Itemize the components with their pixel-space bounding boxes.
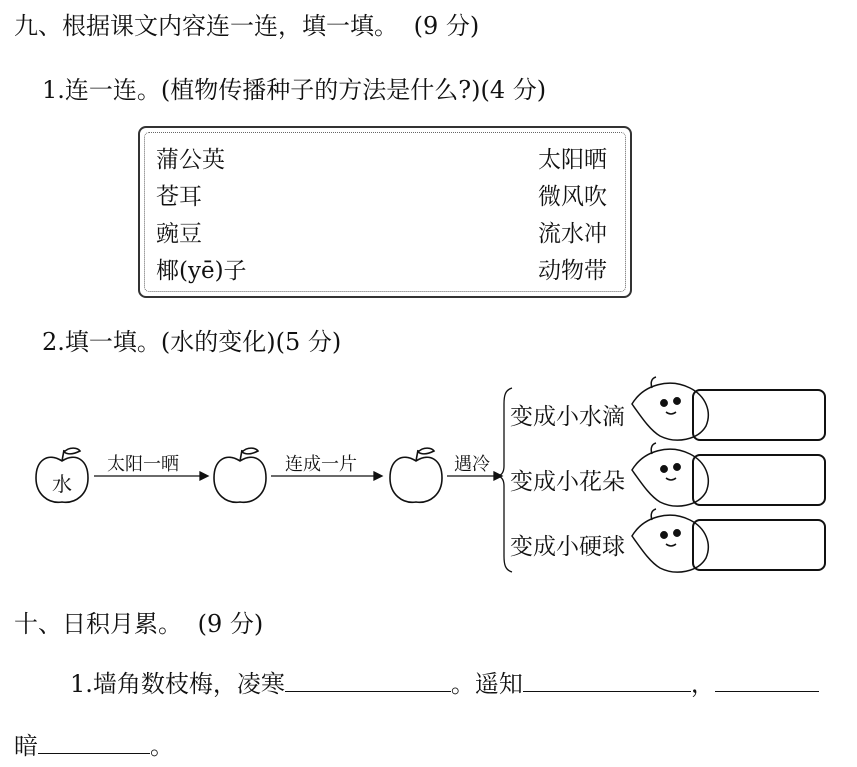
blank-field[interactable]: [38, 731, 150, 754]
outcome-flower: 变成小花朵: [510, 469, 625, 495]
section-ten-title: 十、日积月累。: [14, 610, 182, 638]
poem-text-b: 。遥知: [450, 670, 523, 698]
section-ten-heading: [14, 604, 263, 639]
water-label: 水: [52, 472, 72, 496]
arrow-label-connect: 连成一片: [285, 454, 357, 475]
poem-text-c: ，: [690, 670, 715, 698]
poem-text-a: 1.墙角数枝梅，凌寒: [70, 670, 285, 698]
right-item-breeze[interactable]: 微风吹: [538, 184, 607, 210]
answer-box[interactable]: [692, 389, 826, 441]
section-nine-score: (9 分): [413, 12, 480, 40]
question-two-prompt: 2.填一填。(水的变化)(5 分): [42, 328, 342, 356]
poem-text-d: 暗: [14, 732, 38, 760]
answer-box[interactable]: [692, 454, 826, 506]
blank-field[interactable]: [523, 669, 691, 692]
right-item-sun[interactable]: 太阳晒: [538, 147, 607, 173]
arrow-label-cold: 遇冷: [454, 454, 490, 475]
right-item-animal[interactable]: 动物带: [538, 258, 607, 284]
arrow-label-sun: 太阳一晒: [107, 454, 179, 475]
left-item-pea[interactable]: 豌豆: [156, 221, 202, 247]
left-item-coconut[interactable]: 椰(yē)子: [156, 258, 247, 284]
outcome-water-drop: 变成小水滴: [510, 404, 625, 430]
left-item-dandelion[interactable]: 蒲公英: [156, 147, 225, 173]
poem-line-one: [70, 664, 819, 699]
apple-icon: [214, 448, 266, 502]
left-item-cocklebur[interactable]: 苍耳: [156, 184, 202, 210]
apple-icon: [390, 448, 442, 502]
question-one-prompt: 1.连一连。(植物传播种子的方法是什么?)(4 分): [42, 76, 547, 104]
section-ten-score: (9 分): [197, 610, 264, 638]
answer-box[interactable]: [692, 519, 826, 571]
poem-text-e: 。: [150, 732, 174, 760]
section-nine-title: 九、根据课文内容连一连，填一填。: [14, 12, 398, 40]
blank-field[interactable]: [715, 669, 819, 692]
right-item-water[interactable]: 流水冲: [538, 221, 607, 247]
blank-field[interactable]: [285, 669, 451, 692]
poem-line-two: [14, 726, 174, 761]
outcome-hard-ball: 变成小硬球: [510, 534, 625, 560]
